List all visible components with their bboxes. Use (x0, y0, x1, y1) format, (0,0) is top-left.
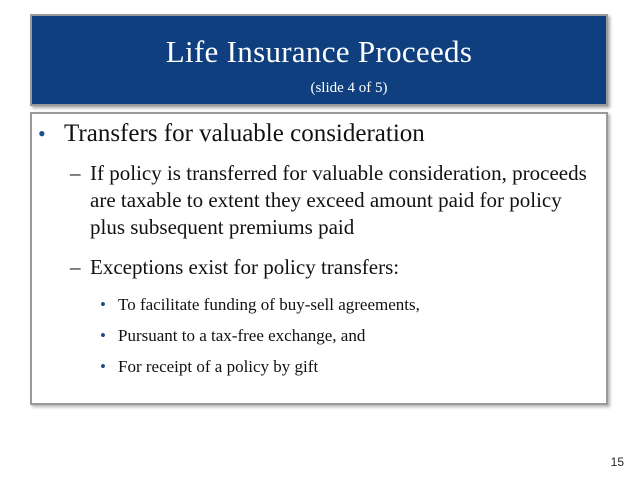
exception-text: To facilitate funding of buy-sell agreements, (118, 295, 420, 314)
sub-point (70, 254, 590, 281)
title-bar (30, 14, 608, 106)
sub-point-text: If policy is transferred for valuable consideration, proceeds are taxable to extent they exceed amount paid for policy plus subsequent premiums paid (90, 161, 587, 239)
content-box (30, 112, 608, 405)
exception-item (100, 295, 420, 315)
slide-title: Life Insurance Proceeds (165, 34, 473, 69)
exception-text: Pursuant to a tax-free exchange, and (118, 326, 366, 345)
sub-point (70, 160, 590, 241)
page-number: 15 (610, 455, 624, 469)
exception-item (100, 326, 365, 346)
bullet-icon: • (38, 121, 46, 146)
exception-text: For receipt of a policy by gift (118, 357, 319, 376)
sub-point-text: Exceptions exist for policy transfers: (90, 255, 400, 279)
bullet-icon: • (100, 357, 106, 376)
dash-icon: – (70, 161, 81, 185)
main-point-text: Transfers for valuable consideration (64, 120, 425, 147)
bullet-icon: • (100, 326, 106, 345)
bullet-icon: • (100, 295, 106, 314)
slide-subtitle: (slide 4 of 5) (310, 80, 388, 96)
main-bullet-point (38, 120, 425, 148)
dash-icon: – (70, 255, 81, 279)
exception-item (100, 357, 318, 377)
